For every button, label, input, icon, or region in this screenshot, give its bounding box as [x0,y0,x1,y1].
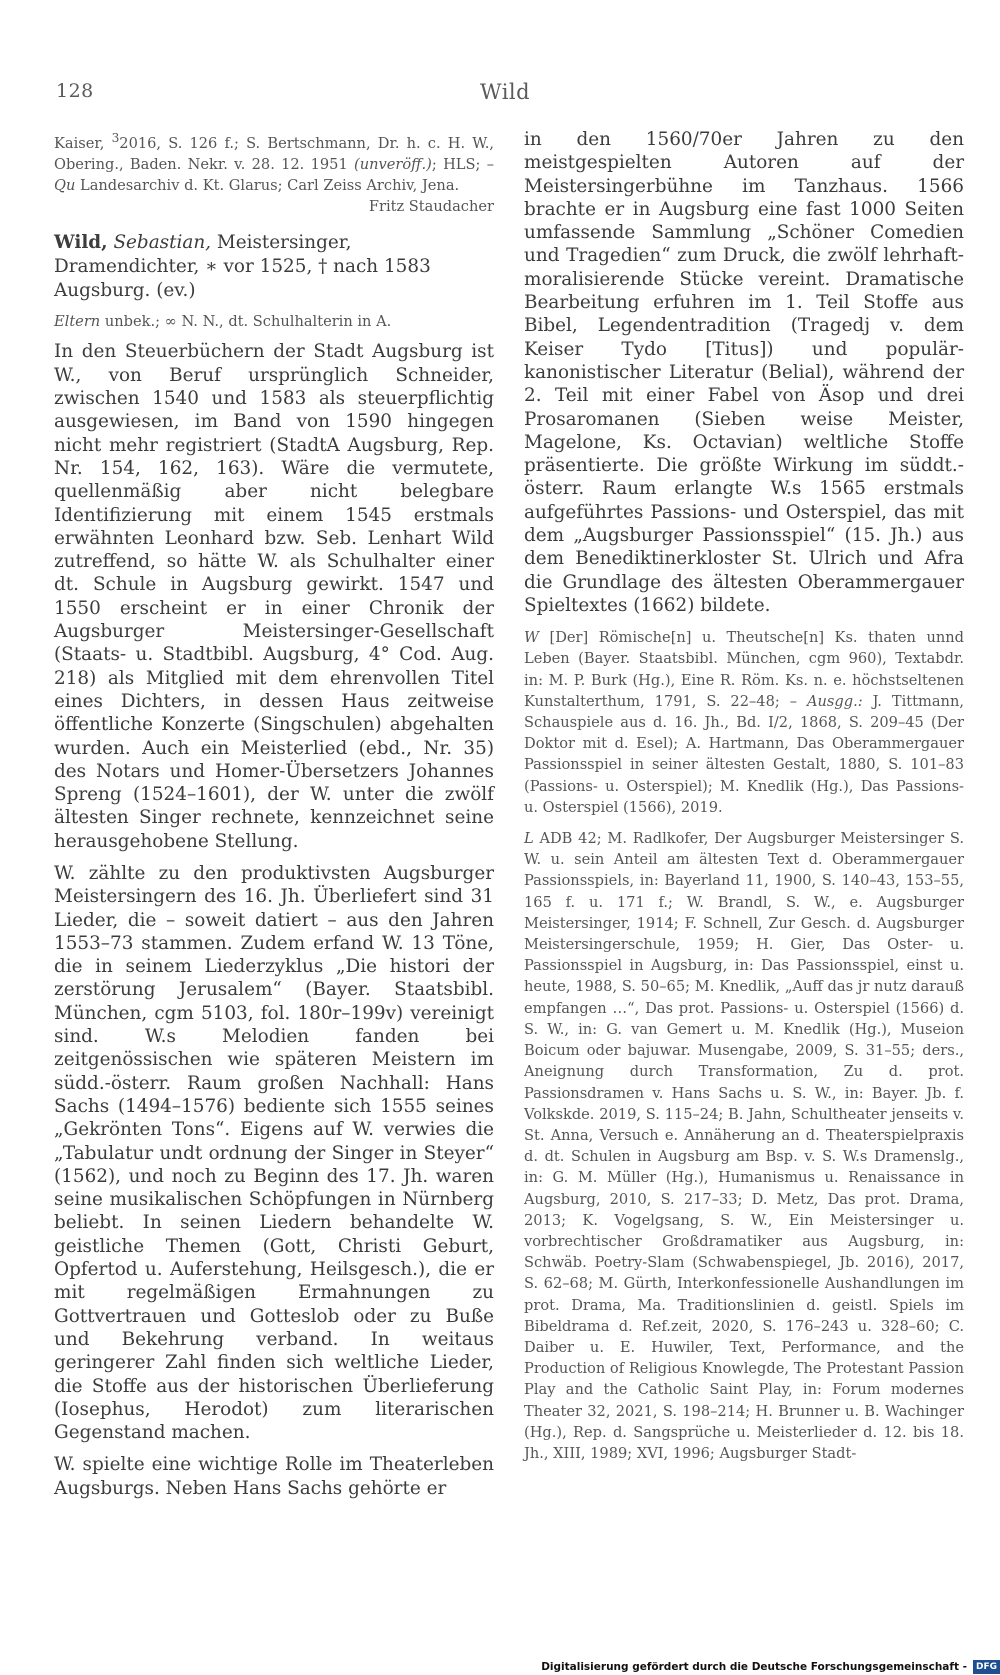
entry-parents: Eltern unbek.; ∞ N. N., dt. Schulhalterin in A. [54,313,392,331]
paragraph-theater-continued: in den 1560/70er Jahren zu den meistgespielten Autoren auf der Meistersingerbühne im Tanzhaus. 1566 brachte er in Augsburg eine fast 1000 Seiten umfassende Sammlung „Schöner Comedien und Tragedien“ zum Druck, die zwölf lehrhaft-moralisierende Stücke vereint. Dramatische Bearbeitung erfuhren im 1. Teil Stoffe aus Bibel, Legendentradition (Tragedj v. dem Keiser Tydo [Titus]) und populär-kanonistischer Literatur (Belial), während der 2. Teil mit einer Fabel von Äsop und drei Prosaromanen (Sieben weise Meister, Magelone, Ks. Octavian) weltliche Stoffe präsentierte. Die größte Wirkung im süddt.-österr. Raum erlangte W.s 1565 erstmals aufgeführtes Passions- und Osterspiel, das mit dem „Augsburger Passionsspiel“ (15. Jh.) aus dem Benediktinerkloster St. Ulrich und Afra die Grundlage des ältesten Oberammergauer Spieltextes (1662) bildete. [524,129,964,616]
footer-funding-note: Digitalisierung gefördert durch die Deutsche Forschungsgemeinschaft - [541,1661,967,1673]
footer [541,1659,1000,1675]
previous-entry-author: Fritz Staudacher [368,198,494,216]
dfg-logo: DFG [973,1660,1000,1674]
previous-entry-tail: Kaiser, $^3$2016, S. 126 f.; S. Bertschmann, Dr. h. c. H. W., Obering., Baden. Nekr. v. 28. 12. 1951 (unveröff.); HLS; – Qu Landesarchiv d. Kt. Glarus; Carl Zeiss Archiv, Jena. [54,131,494,195]
page-number: 128 [56,80,94,102]
paragraph-biography: In den Steuerbüchern der Stadt Augsburg ist W., von Beruf ursprünglich Schneider, zwischen 1540 und 1583 als steuerpflichtig ausgewiesen, im Band von 1590 hingegen nicht mehr registriert (StadtA Augsburg, Rep. Nr. 154, 162, 163). Wäre die vermutete, quellenmäßig aber nicht belegbare Identifizierung mit einem 1545 erstmals erwähnten Leonhard bzw. Seb. Lenhart Wild zutreffend, so hätte W. als Schulhalter einer dt. Schule in Augsburg gewirkt. 1547 und 1550 erscheint er in einer Chronik der Augsburger Meistersinger-Gesellschaft (Staats- u. Stadtbibl. Augsburg, 4° Cod. Aug. 218) als Mitglied mit dem ehrenvollen Titel eines Dichters, in dessen Haus zeitweise öffentliche Konzerte (Singschulen) abgehalten wurden. Auch ein Meisterlied (ebd., Nr. 35) des Notars und Homer-Übersetzers Johannes Spreng (1524–1601), der W. unter die zwölf ältesten Singer rechnete, kennzeichnet seine herausgehobene Stellung. [54,341,494,852]
running-head: Wild [480,80,531,104]
right-column [524,128,964,1464]
paragraph-theater: W. spielte eine wichtige Rolle im Theaterleben Augsburgs. Neben Hans Sachs gehörte er [54,1454,494,1499]
paragraph-meistersinger: W. zählte zu den produktivsten Augsburger Meistersingern des 16. Jh. Überliefert sind 31 Lieder, die – soweit datiert – aus den Jahren 1553–73 stammen. Zudem erfand W. 13 Töne, die in seinem Liederzyklus „Die histori der zerstörung Jerusalem“ (Bayer. Staatsbibl. München, cgm 5103, fol. 180r–199v) vereinigt sind. W.s Melodien fanden bei zeitgenössischen wie späteren Meistern im südd.-österr. Raum großen Nachhall: Hans Sachs (1494–1576) bediente sich 1555 seines „Gekrönten Tons“. Eigens auf W. verwies die „Tabulatur undt ordnung der Singer in Steyer“ (1562), und noch zu Beginn des 17. Jh. waren seine musikalischen Schöpfungen in Nürnberg beliebt. In seinen Liedern behandelte W. geistliche Themen (Gott, Christi Geburt, Opfertod u. Auferstehung, Heilsgesch.), die er mit regelmäßigen Ermahnungen zu Gottvertrauen und Gotteslob oder zu Buße und Bekehrung verband. In weitaus geringerer Zahl finden sich weltliche Lieder, die Stoffe aus der historischen Überlieferung (Iosephus, Herodot) zum literarischen Gegenstand machen. [54,863,494,1444]
literature-section: L ADB 42; M. Radlkofer, Der Augsburger Meistersinger S. W. u. sein Anteil am ältesten Text d. Oberammergauer Passionsspiels, in: Bayerland 11, 1900, S. 140–43, 153–55, 165 f. u. 171 f.; W. Brandl, S. W., e. Augsburger Meistersinger, 1914; F. Schnell, Zur Gesch. d. Augsburger Meistersingerschule, 1959; H. Gier, Das Oster- u. Passionsspiel in Augsburg, in: Das Passionsspiel, einst u. heute, 1988, S. 50–65; M. Knedlik, „Auff das jr nutz darauß empfangen …“, Das prot. Passions- u. Osterspiel (1566) d. S. W., in: G. van Gemert u. M. Knedlik (Hg.), Museion Boicum oder bajuwar. Musengabe, 2009, S. 31–55; ders., Aneignung durch Transformation, Zu d. prot. Passionsdramen v. Hans Sachs u. S. W., in: Bayer. Jb. f. Volkskde. 2019, S. 115–24; B. Jahn, Schultheater jenseits v. St. Anna, Versuch e. Annäherung an d. Theaterspielpraxis d. dt. Schulen in Augsburg am Bsp. v. S. W.s Dramenslg., in: G. M. Müller (Hg.), Humanismus u. Renaissance in Augsburg, 2010, S. 217–33; D. Metz, Das prot. Drama, 2013; K. Vogelgsang, S. W., Ein Meistersinger u. vorbrechtischer Großdramatiker aus Augsburg, in: Schwäb. Poetry-Slam (Schwabenspiegel, Jb. 2016), 2017, S. 62–68; M. Gürth, Interkonfessionelle Aushandlungen im prot. Drama, Ma. Traditionslinien d. geistl. Spiels im Bibeldrama d. Ref.zeit, 2020, S. 176–243 u. 328–60; C. Daiber u. E. Huwiler, Text, Performance, and the Production of Religious Knowlegde, The Protestant Passion Play and the Catholic Saint Play, in: Forum modernes Theater 32, 2021, S. 198–214; H. Brunner u. B. Wachinger (Hg.), Rep. d. Sangsprüche u. Meisterlieder d. 12. bis 18. Jh., XIII, 1989; XVI, 1996; Augsburger Stadt- [524,830,964,1462]
entry-heading: Wild, Sebastian, Meistersinger, Dramendichter, ∗ vor 1525, † nach 1583 Augsburg. (ev.) [54,232,431,302]
works-section: W [Der] Römische[n] u. Theutsche[n] Ks. thaten unnd Leben (Bayer. Staatsbibl. München, cgm 960), Textabdr. in: M. P. Burk (Hg.), Eine R. Röm. Ks. n. e. höchstseltenen Kunstalterthum, 1791, S. 22–48; – Ausgg.: J. Tittmann, Schauspiele aus d. 16. Jh., Bd. I/2, 1868, S. 209–45 (Der Doktor mit d. Esel); A. Hartmann, Das Oberammergauer Passionsspiel in seiner ältesten Gestalt, 1880, S. 101–83 (Passions- u. Osterspiel); M. Knedlik (Hg.), Das Passions- u. Osterspiel (1566), 2019. [524,629,964,816]
left-column [54,128,494,1500]
